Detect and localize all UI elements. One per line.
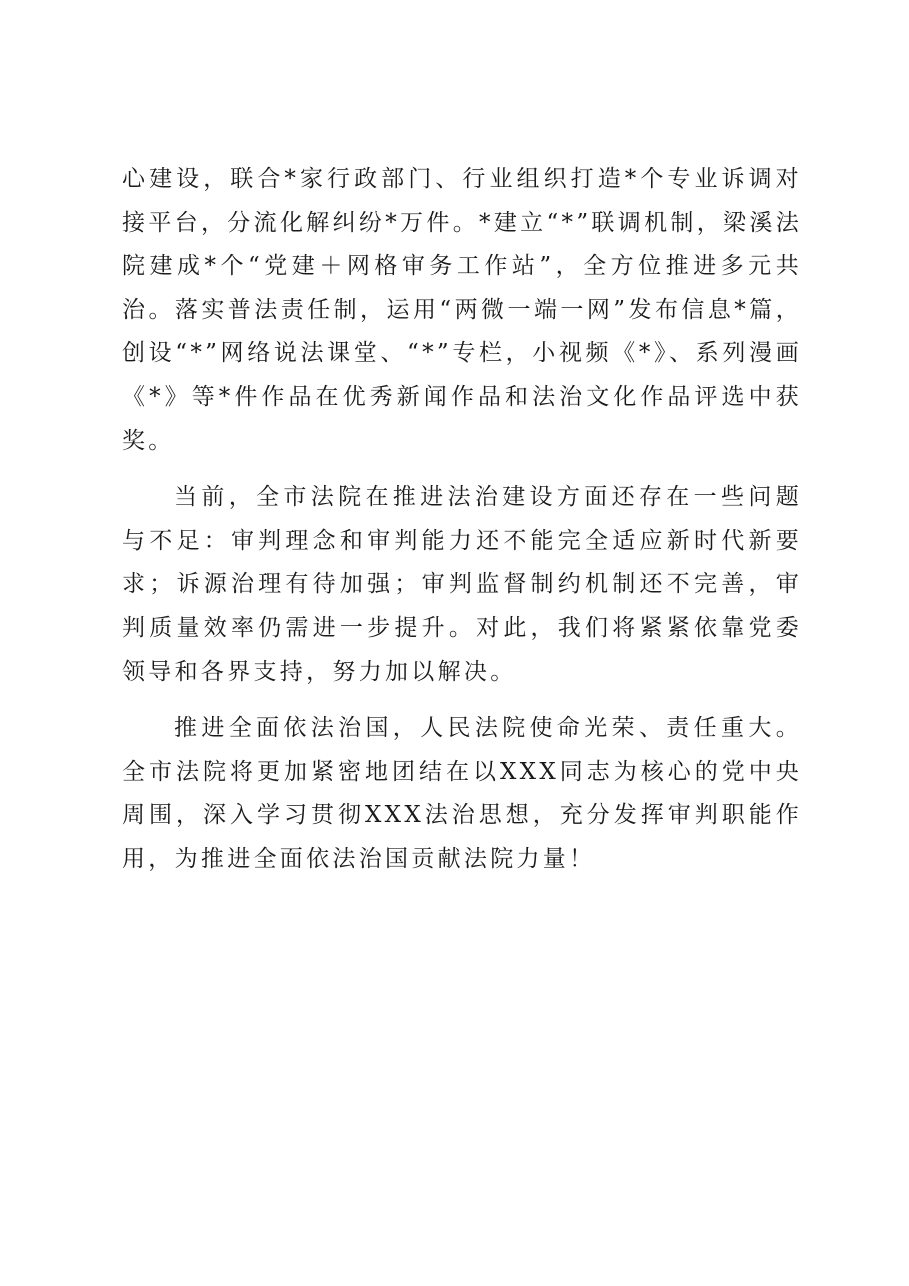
paragraph-shortcomings: 当前，全市法院在推进法治建设方面还存在一些问题与不足：审判理念和审判能力还不能完全适应新时代新要求；诉源治理有待加强；审判监督制约机制还不完善，审判质量效率仍需进一步提升。对此，我们将紧紧依靠党委领导和各界支持，努力加以解决。	[122, 484, 802, 685]
paragraph-conclusion: 推进全面依法治国，人民法院使命光荣、责任重大。全市法院将更加紧密地团结在以XXX同志为核心的党中央周围，深入学习贯彻XXX法治思想，充分发挥审判职能作用，为推进全面依法治国贡献法院力量！	[122, 715, 802, 872]
paragraph-continued: 心建设，联合*家行政部门、行业组织打造*个专业诉调对接平台，分流化解纠纷*万件。*建立“*”联调机制，梁溪法院建成*个“党建＋网格审务工作站”，全方位推进多元共治。落实普法责任制，运用“两微一端一网”发布信息*篇，创设“*”网络说法课堂、“*”专栏，小视频《*》、系列漫画《*》等*件作品在优秀新闻作品和法治文化作品评选中获奖。	[122, 166, 802, 454]
document-body	[122, 158, 802, 895]
